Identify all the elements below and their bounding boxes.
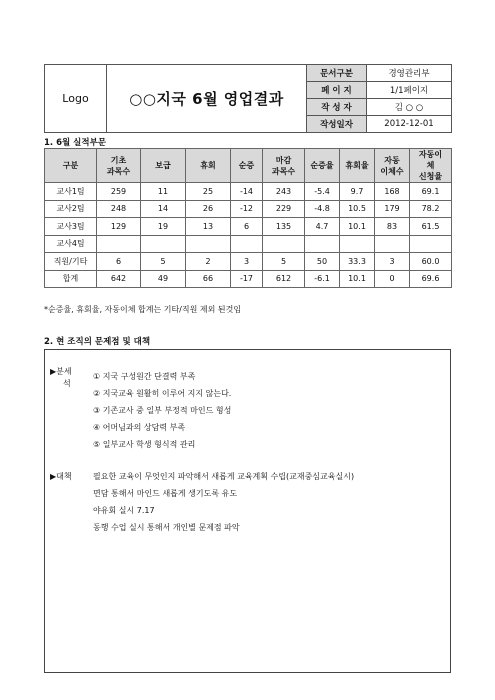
row-label: 교사1팀	[45, 183, 97, 201]
table-cell: 4.7	[305, 218, 340, 236]
meta-value-date: 2012-12-01	[367, 116, 452, 133]
table-cell: 10.1	[340, 218, 375, 236]
analysis-item: ④ 어머님과의 상담력 부족	[93, 423, 186, 432]
column-header: 순증	[231, 149, 263, 183]
measures-label: ▶대책	[50, 472, 72, 481]
table-footnote: *순증율, 휴회율, 자동이체 합계는 기타/직원 제외 된것임	[44, 305, 242, 314]
table-cell: 78.2	[410, 200, 452, 218]
table-cell: -17	[231, 270, 263, 288]
table-cell: 60.0	[410, 253, 452, 271]
table-row	[45, 183, 452, 201]
table-cell: -6.1	[305, 270, 340, 288]
measure-item: 야유회 실시 7.17	[93, 506, 155, 515]
row-label: 교사4팀	[45, 235, 97, 253]
table-cell: 10.5	[340, 200, 375, 218]
column-header: 휴회	[186, 149, 231, 183]
table-cell: 69.6	[410, 270, 452, 288]
row-label: 교사2팀	[45, 200, 97, 218]
measure-item: 동행 수업 실시 통해서 개인별 문제점 파악	[93, 523, 240, 532]
column-header: 보급	[141, 149, 186, 183]
meta-label-date: 작성일자	[307, 116, 367, 133]
table-cell: 66	[186, 270, 231, 288]
table-cell	[305, 235, 340, 253]
table-cell: 3	[375, 253, 410, 271]
results-header-row	[45, 149, 452, 183]
table-row	[45, 270, 452, 288]
table-cell: 0	[375, 270, 410, 288]
meta-value-doc-type: 경영관리부	[367, 65, 452, 82]
row-label: 합계	[45, 270, 97, 288]
table-cell: -12	[231, 200, 263, 218]
column-header: 자동 이체수	[375, 149, 410, 183]
table-cell: 168	[375, 183, 410, 201]
table-cell: 2	[186, 253, 231, 271]
row-label: 교사3팀	[45, 218, 97, 236]
table-cell	[97, 235, 141, 253]
table-cell: 26	[186, 200, 231, 218]
table-row	[45, 235, 452, 253]
table-row	[45, 253, 452, 271]
table-cell	[231, 235, 263, 253]
table-cell: 129	[97, 218, 141, 236]
table-cell: 229	[263, 200, 305, 218]
table-cell: 14	[141, 200, 186, 218]
document-header	[44, 64, 452, 133]
table-cell: 243	[263, 183, 305, 201]
table-cell: 6	[231, 218, 263, 236]
table-cell: 248	[97, 200, 141, 218]
table-cell	[186, 235, 231, 253]
table-cell: 10.1	[340, 270, 375, 288]
table-cell: 179	[375, 200, 410, 218]
column-header: 구분	[45, 149, 97, 183]
table-cell: -5.4	[305, 183, 340, 201]
table-cell: 11	[141, 183, 186, 201]
table-cell: 259	[97, 183, 141, 201]
table-cell: 3	[231, 253, 263, 271]
meta-label-page: 페 이 지	[307, 82, 367, 99]
meta-label-author: 작 성 자	[307, 99, 367, 116]
column-header: 순증율	[305, 149, 340, 183]
meta-value-page: 1/1페이지	[367, 82, 452, 99]
column-header: 기초 과목수	[97, 149, 141, 183]
table-row	[45, 218, 452, 236]
table-cell: 13	[186, 218, 231, 236]
table-cell	[410, 235, 452, 253]
table-cell: 9.7	[340, 183, 375, 201]
column-header: 마감 과목수	[263, 149, 305, 183]
results-body	[45, 183, 452, 288]
column-header: 자동이 체 신청율	[410, 149, 452, 183]
analysis-label-2: 석	[63, 379, 71, 388]
measure-item: 면담 통해서 마인드 새롭게 생기도록 유도	[93, 489, 238, 498]
meta-label-doc-type: 문서구분	[307, 65, 367, 82]
measure-item: 필요한 교육이 무엇인지 파악해서 새롭게 교육계획 수립(교재중심교육실시)	[93, 472, 355, 481]
table-cell: 83	[375, 218, 410, 236]
table-cell: 25	[186, 183, 231, 201]
analysis-item: ⑤ 일부교사 학생 형식적 관리	[93, 440, 196, 449]
table-cell	[340, 235, 375, 253]
analysis-item: ① 지국 구성원간 단결력 부족	[93, 372, 196, 381]
table-cell: 612	[263, 270, 305, 288]
table-cell: 5	[263, 253, 305, 271]
document-title: ○○지국 6월 영업결과	[107, 65, 307, 133]
table-cell: 49	[141, 270, 186, 288]
section2-title: 2. 현 조직의 문제점 및 대책	[44, 337, 151, 347]
table-cell: -14	[231, 183, 263, 201]
analysis-label: ▶분세	[50, 367, 72, 376]
row-label: 직원/기타	[45, 253, 97, 271]
analysis-item: ② 지국교육 원활히 이루어 지지 않는다.	[93, 389, 232, 398]
table-cell: 135	[263, 218, 305, 236]
section1-title: 1. 6월 실적부문	[44, 138, 107, 148]
table-cell: 6	[97, 253, 141, 271]
table-cell	[263, 235, 305, 253]
table-cell: 5	[141, 253, 186, 271]
results-table	[44, 148, 452, 288]
table-cell: 50	[305, 253, 340, 271]
table-cell	[375, 235, 410, 253]
logo: Logo	[45, 65, 107, 133]
column-header: 휴회율	[340, 149, 375, 183]
table-row	[45, 200, 452, 218]
table-cell: 642	[97, 270, 141, 288]
table-cell: 19	[141, 218, 186, 236]
table-cell: -4.8	[305, 200, 340, 218]
table-cell: 69.1	[410, 183, 452, 201]
table-cell: 61.5	[410, 218, 452, 236]
analysis-item: ③ 기존교사 중 일부 부정적 마인드 형성	[93, 406, 232, 415]
table-cell	[141, 235, 186, 253]
problems-box	[44, 349, 451, 673]
table-cell: 33.3	[340, 253, 375, 271]
meta-value-author: 김 ○ ○	[367, 99, 452, 116]
